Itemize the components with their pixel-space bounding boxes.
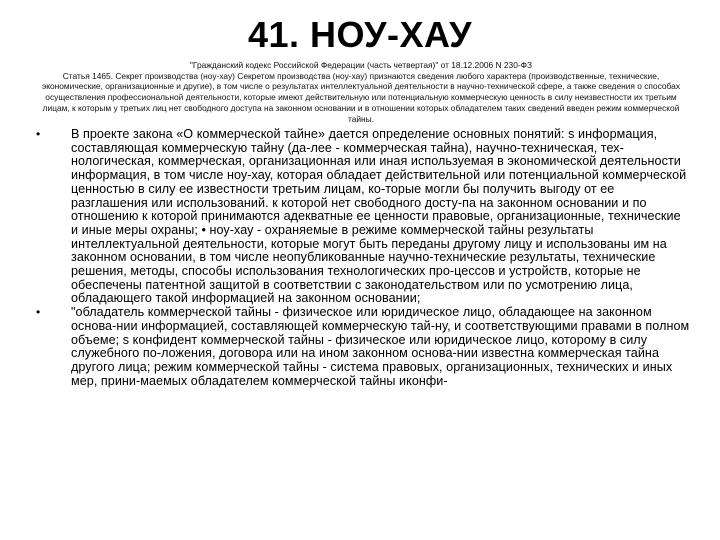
law-citation-source: "Гражданский кодекс Российской Федерации (часть четвертая)" от 18.12.2006 N 230-ФЗ [189,60,533,70]
bullet-list [36,128,691,388]
list-item [36,128,691,306]
list-item-text: В проекте закона «О коммерческой тайне» дается определение основных понятий: s информация, составляющая коммерческую тайну (да-лее - коммерческая тайна), научно-техническая, тех-нологическая, коммерческая, организационная или иная используемая в экономической деятельности информация, в том числе ноу-хау, которая обладает действительной или потенциальной коммерческой ценностью в силу ее известности третьим лицам, ко-торые могли бы получить выгоду от ее разглашения или использований. к которой нет свободного досту-па на законном основании и по отношению к которой принимаются адекватные ее ценности правовые, организационные, технические и иные меры охраны; • ноу-хау - охраняемые в режиме коммерческой тайны результаты интеллектуальной деятельности, которые могут быть переданы другому лицу и использованы им на законном основании, в том числе неопубликованные научно-технические результаты, технические решения, методы, способы использования технологических про-цессов и устройств, которые не обеспечены патентной защитой в соответствии с законодательством или по усмотрению лица, обладающего такой информацией на законном основании; [71,127,687,306]
bullet-icon: • [36,305,41,320]
law-citation [36,60,686,124]
list-item-text: "обладатель коммерческой тайны - физическое или юридическое лицо, обладающее на законном основа-нии информацией, составляющей коммерческую тай-ну, и соответствующими правами в полном объеме; s конфидент коммерческой тайны - физическое или юридическое лицо, которому в силу служебного по-ложения, договора или на ином законном основа-нии известна коммерческая тайна другого лица; режим коммерческой тайны - система правовых, организационных, технических и иных мер, прини-маемых обладателем коммерческой тайны иконфи- [71,305,690,388]
slide-title: 41. НОУ-ХАУ [247,14,473,55]
bullet-icon: • [36,127,41,141]
list-item [36,306,691,388]
law-citation-article: Статья 1465. Секрет производства (ноу-хау) Секретом производства (ноу-хау) признаются сведения любого характера (производственные, технические, экономические, организационные и другие), в том числе о результатах интеллектуальной деятельности в научно-технической сфере, а также сведения о способах осуществления профессиональной деятельности, которые имеют действительную или потенциальную коммерческую ценность в силу неизвестности их третьим лицам, к которым у третьих лиц нет свободного доступа на законном основании и в отношении которых обладателем таких сведений введен режим коммерческой тайны. [41,70,681,124]
